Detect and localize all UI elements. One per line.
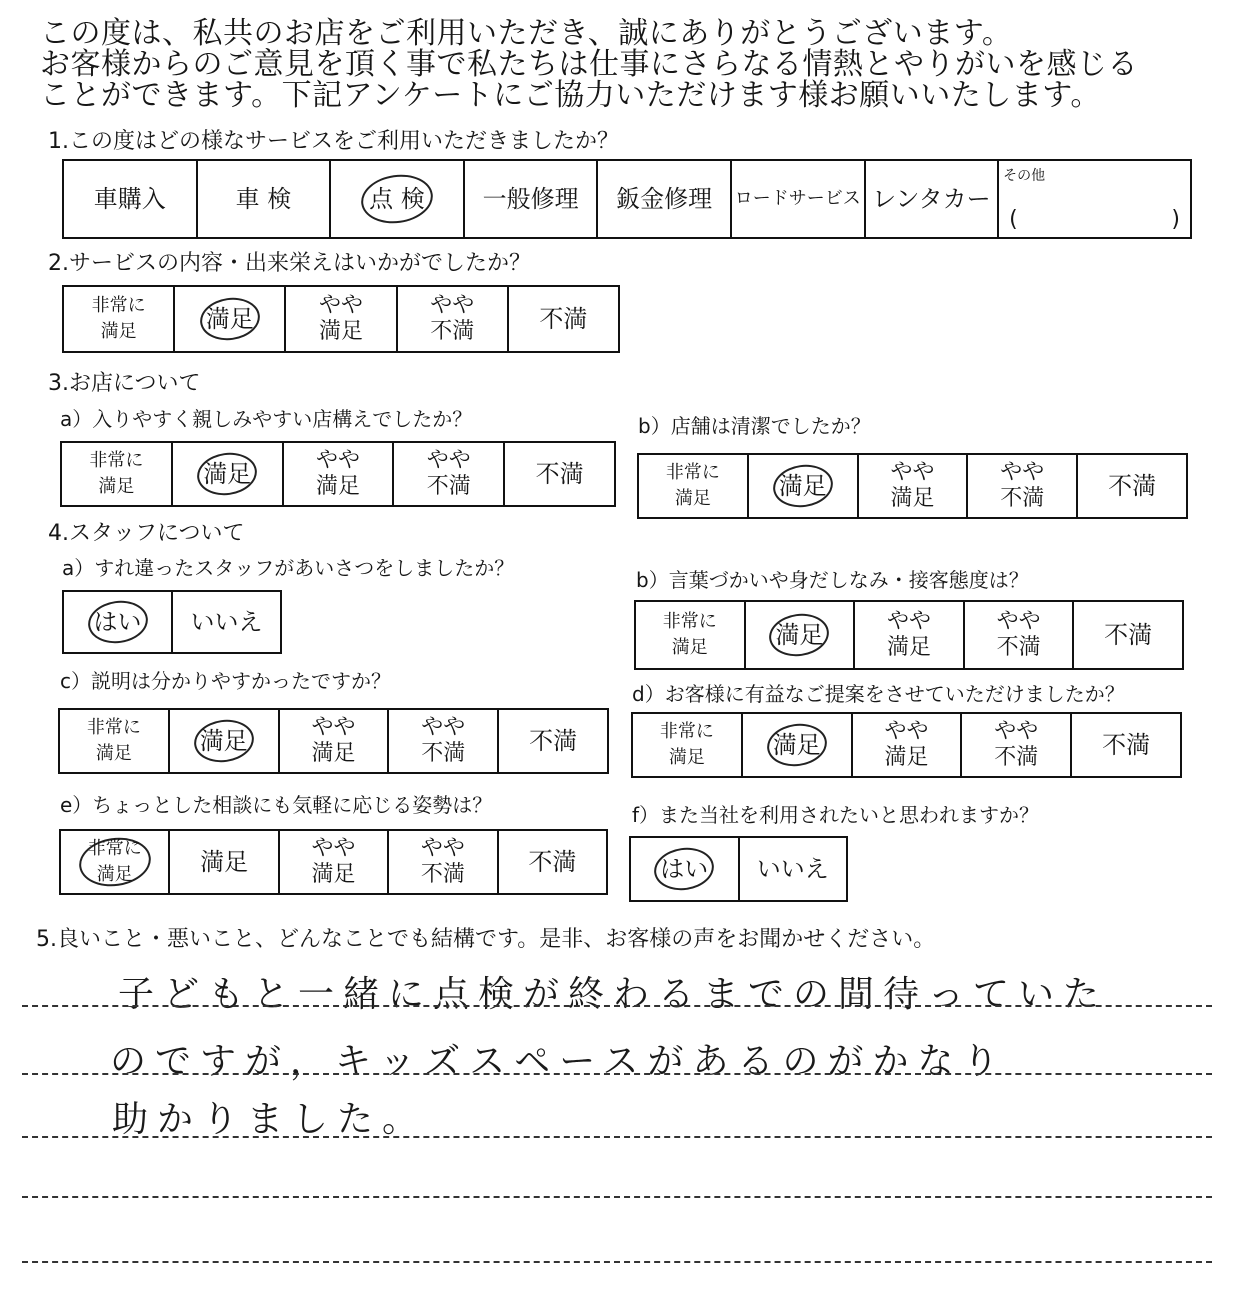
q2-option-label: やや 満足 xyxy=(319,293,364,344)
q3b-option-1[interactable] xyxy=(747,455,857,517)
q2-option-label: 非常に 満足 xyxy=(91,295,146,342)
q4c-option-0[interactable] xyxy=(60,710,168,772)
q3a-option-0[interactable] xyxy=(62,443,171,505)
intro-line: ことができます。下記アンケートにご協力いただけます様お願いいたします。 xyxy=(40,78,1101,113)
q3b-option-2[interactable] xyxy=(857,455,967,517)
comment-rule xyxy=(22,1136,1212,1138)
q4c-option-1[interactable] xyxy=(168,710,278,772)
q4c-option-3[interactable] xyxy=(387,710,497,772)
q1-option-5[interactable] xyxy=(730,161,864,237)
q4d-option-label: 満足 xyxy=(772,731,821,759)
q4e-option-4[interactable] xyxy=(497,831,606,893)
q4b-option-2[interactable] xyxy=(853,602,963,668)
q4c-option-label: 不満 xyxy=(529,727,578,755)
q3b-option-label: やや 不満 xyxy=(1000,460,1045,511)
q4d-question: d）お客様に有益なご提案をさせていただけましたか？ xyxy=(632,682,1125,706)
q4a-option-label: はい xyxy=(93,608,142,636)
q3b-option-label: やや 満足 xyxy=(890,460,935,511)
q1-option-label: ロードサービス xyxy=(734,188,861,209)
q1-option-label: レンタカー xyxy=(872,185,991,213)
q3a-option-2[interactable] xyxy=(282,443,393,505)
q1-option-other[interactable] xyxy=(997,161,1190,237)
q2-options xyxy=(62,285,620,353)
q1-option-1[interactable] xyxy=(196,161,330,237)
q4b-options xyxy=(634,600,1184,670)
q1-other-close-paren: ) xyxy=(1171,207,1180,232)
q1-option-label: 一般修理 xyxy=(482,185,579,213)
q2-option-4[interactable] xyxy=(507,287,618,351)
q1-other-label: その他 xyxy=(1003,168,1046,184)
q3a-options xyxy=(60,441,616,507)
q4c-option-label: 満足 xyxy=(199,727,248,755)
q4b-option-0[interactable] xyxy=(636,602,744,668)
q4a-options xyxy=(62,590,282,654)
comment-line: 助かりました。 xyxy=(112,1099,428,1140)
q2-option-1[interactable] xyxy=(173,287,284,351)
q1-option-0[interactable] xyxy=(64,161,196,237)
q4a-option-1[interactable] xyxy=(171,592,280,652)
q4d-option-1[interactable] xyxy=(741,714,851,776)
q3a-option-label: 満足 xyxy=(203,460,252,488)
q4f-option-0[interactable] xyxy=(631,838,738,900)
q3a-option-label: やや 不満 xyxy=(426,448,471,499)
q1-other-open-paren: ( xyxy=(1009,207,1018,232)
q4c-options xyxy=(58,708,609,774)
q3a-question: a）入りやすく親しみやすい店構えでしたか？ xyxy=(60,407,473,431)
q4a-option-label: いいえ xyxy=(190,608,263,636)
q1-option-6[interactable] xyxy=(864,161,998,237)
q4e-option-3[interactable] xyxy=(387,831,496,893)
q4e-option-2[interactable] xyxy=(278,831,387,893)
q4d-option-label: 不満 xyxy=(1102,731,1151,759)
q4f-question: f）また当社を利用されたいと思われますか？ xyxy=(632,803,1040,827)
q4d-option-3[interactable] xyxy=(960,714,1070,776)
q4e-option-label: 不満 xyxy=(528,848,577,876)
q3a-option-label: やや 満足 xyxy=(315,448,360,499)
q2-option-2[interactable] xyxy=(284,287,395,351)
q4a-question: a）すれ違ったスタッフがあいさつをしましたか？ xyxy=(62,556,515,580)
q4b-question: b）言葉づかいや身だしなみ・接客態度は？ xyxy=(636,568,1029,592)
q1-option-4[interactable] xyxy=(596,161,730,237)
q4e-option-1[interactable] xyxy=(168,831,277,893)
q4f-options xyxy=(629,836,848,902)
q3-title: 3.お店について xyxy=(48,371,201,396)
q3a-option-1[interactable] xyxy=(171,443,282,505)
q4d-option-label: やや 満足 xyxy=(884,719,929,770)
q4d-option-label: 非常に 満足 xyxy=(659,721,714,768)
q4e-option-label: やや 不満 xyxy=(420,836,465,887)
q1-option-3[interactable] xyxy=(463,161,597,237)
q4f-option-label: はい xyxy=(660,855,709,883)
q4e-question: e）ちょっとした相談にも気軽に応じる姿勢は？ xyxy=(60,793,493,817)
q3b-option-label: 非常に 満足 xyxy=(665,462,720,509)
q4d-option-0[interactable] xyxy=(633,714,741,776)
q3a-option-label: 不満 xyxy=(535,460,584,488)
q4b-option-label: 非常に 満足 xyxy=(662,611,717,658)
q3a-option-4[interactable] xyxy=(503,443,614,505)
q2-option-label: 不満 xyxy=(539,305,588,333)
q4f-option-label: いいえ xyxy=(756,855,829,883)
q3b-option-4[interactable] xyxy=(1076,455,1186,517)
q4e-option-0[interactable] xyxy=(61,831,168,893)
q2-option-label: やや 不満 xyxy=(430,293,475,344)
q5-title: 5.良いこと・悪いこと、どんなことでも結構です。是非、お客様の声をお聞かせください。 xyxy=(36,927,936,952)
q4d-option-label: やや 不満 xyxy=(994,719,1039,770)
intro-line: お客様からのご意見を頂く事で私たちは仕事にさらなる情熱とやりがいを感じる xyxy=(40,47,1138,82)
q3b-option-3[interactable] xyxy=(966,455,1076,517)
q4e-options xyxy=(59,829,608,895)
q4-title: 4.スタッフについて xyxy=(48,521,245,546)
q4b-option-4[interactable] xyxy=(1072,602,1182,668)
q2-option-3[interactable] xyxy=(396,287,507,351)
comment-rule xyxy=(22,1073,1212,1075)
q4c-option-label: やや 不満 xyxy=(421,715,466,766)
q4b-option-1[interactable] xyxy=(744,602,854,668)
q1-title: 1.この度はどの様なサービスをご利用いただきましたか？ xyxy=(48,129,619,154)
q4b-option-label: やや 満足 xyxy=(886,609,931,660)
q4e-option-label: やや 満足 xyxy=(311,836,356,887)
q1-option-label: 鈑金修理 xyxy=(616,185,713,213)
q3b-option-0[interactable] xyxy=(639,455,747,517)
q1-option-label: 車 検 xyxy=(235,185,292,213)
q4c-question: c）説明は分かりやすかったですか？ xyxy=(60,669,391,693)
q4e-option-label: 非常に 満足 xyxy=(87,838,142,885)
q2-title: 2.サービスの内容・出来栄えはいかがでしたか？ xyxy=(48,251,531,276)
intro-text xyxy=(40,18,1240,111)
q2-option-label: 満足 xyxy=(205,305,254,333)
comment-line: のですが，キッズスペースがあるのがかなり xyxy=(110,1041,1008,1082)
q4f-option-1[interactable] xyxy=(738,838,847,900)
comment-rule xyxy=(22,1005,1212,1007)
q4c-option-2[interactable] xyxy=(278,710,388,772)
q4a-option-0[interactable] xyxy=(64,592,171,652)
comment-rule xyxy=(22,1261,1212,1263)
q4d-options xyxy=(631,712,1182,778)
q3a-option-label: 非常に 満足 xyxy=(89,450,144,497)
q4d-option-4[interactable] xyxy=(1070,714,1180,776)
q3b-options xyxy=(637,453,1188,519)
q4b-option-label: やや 不満 xyxy=(996,609,1041,660)
q4e-option-label: 満足 xyxy=(200,848,249,876)
comment-rule xyxy=(22,1196,1212,1198)
q1-options xyxy=(62,159,1192,239)
intro-line: この度は、私共のお店をご利用いただき、誠にありがとうございます。 xyxy=(40,16,1013,51)
q3b-option-label: 満足 xyxy=(778,472,827,500)
q4b-option-3[interactable] xyxy=(963,602,1073,668)
q4b-option-label: 不満 xyxy=(1104,621,1153,649)
q3b-question: b）店舗は清潔でしたか？ xyxy=(638,414,871,438)
q4d-option-2[interactable] xyxy=(851,714,961,776)
q4c-option-label: 非常に 満足 xyxy=(86,717,141,764)
q3a-option-3[interactable] xyxy=(392,443,503,505)
q1-option-label: 点 検 xyxy=(369,185,425,213)
q1-option-label: 車購入 xyxy=(93,185,166,213)
q4c-option-4[interactable] xyxy=(497,710,607,772)
q2-option-0[interactable] xyxy=(64,287,173,351)
comment-line: 子どもと一緒に点検が終わるまでの間待っていた xyxy=(118,974,1109,1015)
q4c-option-label: やや 満足 xyxy=(311,715,356,766)
q3b-option-label: 不満 xyxy=(1108,472,1157,500)
q4b-option-label: 満足 xyxy=(775,621,824,649)
q1-option-2[interactable] xyxy=(329,161,463,237)
